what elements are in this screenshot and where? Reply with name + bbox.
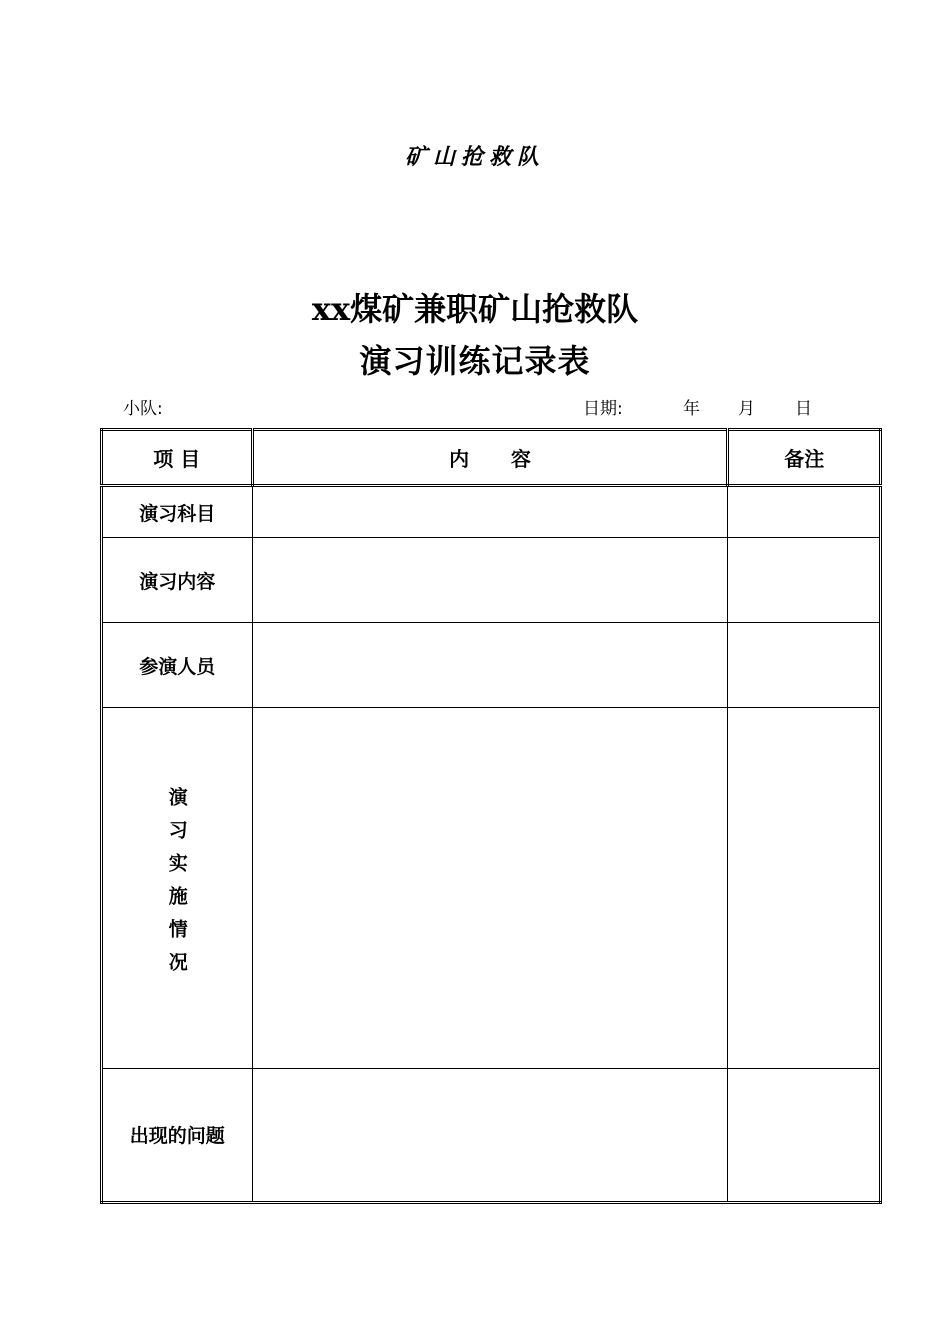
row-note-cell[interactable] <box>728 623 881 708</box>
table-row <box>102 1068 881 1202</box>
row-content-cell[interactable] <box>252 538 728 623</box>
table-row <box>102 538 881 623</box>
team-label: 小队: <box>123 399 163 419</box>
header-item: 项 目 <box>102 430 253 486</box>
row-label-implementation-cell <box>102 708 253 1068</box>
row-note-cell[interactable] <box>728 486 881 538</box>
organization-header: 矿山抢救队 <box>404 144 545 170</box>
row-label-implementation: 演习实施情况 <box>165 786 188 985</box>
date-label: 日期: <box>583 399 623 419</box>
row-note-cell[interactable] <box>728 708 881 1068</box>
table-row <box>102 486 881 538</box>
year-label: 年 <box>683 399 700 419</box>
row-note-cell[interactable] <box>728 1068 881 1202</box>
row-content-cell[interactable] <box>252 1068 728 1202</box>
row-content-cell[interactable] <box>252 623 728 708</box>
table-row <box>102 708 881 1068</box>
day-label: 日 <box>795 399 812 419</box>
form-title: xx煤矿兼职矿山抢救队 <box>311 290 639 328</box>
header-content: 内 容 <box>252 430 728 486</box>
row-label-problems: 出现的问题 <box>102 1068 253 1202</box>
form-subtitle: 演习训练记录表 <box>359 342 591 380</box>
drill-record-table <box>100 428 882 1204</box>
table-header-row <box>102 430 881 486</box>
header-note: 备注 <box>728 430 881 486</box>
row-note-cell[interactable] <box>728 538 881 623</box>
row-content-cell[interactable] <box>252 708 728 1068</box>
month-label: 月 <box>738 399 755 419</box>
row-label-drill-subject: 演习科目 <box>102 486 253 538</box>
row-content-cell[interactable] <box>252 486 728 538</box>
row-label-drill-content: 演习内容 <box>102 538 253 623</box>
row-label-participants: 参演人员 <box>102 623 253 708</box>
table-row <box>102 623 881 708</box>
